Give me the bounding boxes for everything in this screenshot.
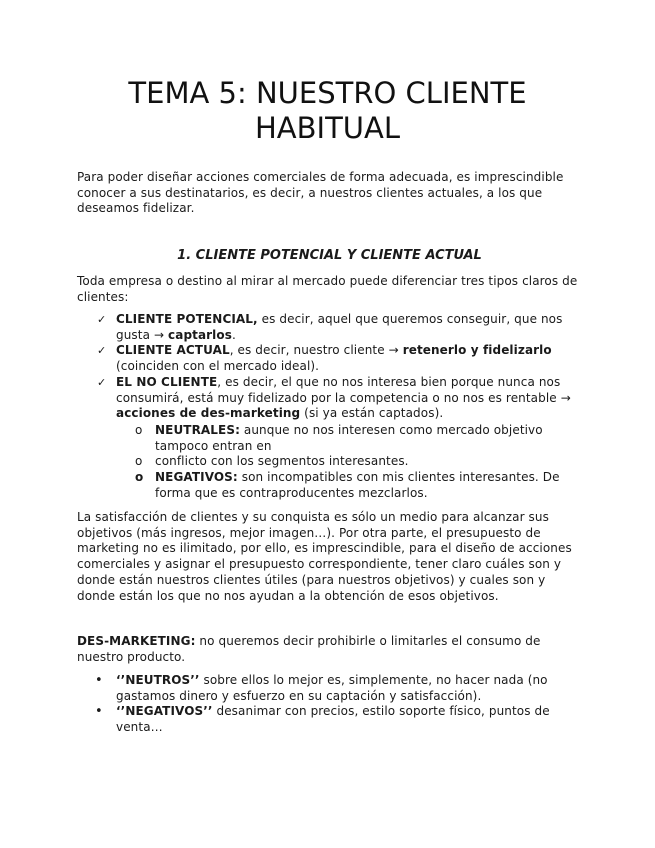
list-item [77,312,582,343]
list-item [77,704,582,735]
sub-item-text: conflicto con los segmentos interesantes. [155,454,409,469]
desmarketing-text: no queremos decir prohibirle o limitarles el consumo de nuestro producto. [77,634,541,664]
item-text: es decir, aquel que queremos conseguir, que nos gusta → [116,312,563,342]
checkmark-icon: ✓ [97,344,107,358]
checkmark-icon: ✓ [97,375,107,389]
list-item [77,673,582,704]
closing-paragraph: La satisfacción de clientes y su conquista es sólo un medio para alcanzar sus objetivos (más ingresos, mejor imagen…). Por otra parte, el presupuesto de marketing no es ilimitado, por ello, es imprescindible, para el diseño de acciones comerciales y asignar el presupuesto correspondiente, tener claro cuáles son y donde están nuestros clientes útiles (para nuestros objetivos) y cuales son y donde están los que no nos ayudan a la obtención de esos objetivos. [77,510,572,603]
sub-item-text: son incompatibles con mis clientes interesantes. De forma que es contraproducentes mezclarlos. [155,470,560,500]
bullet-icon: • [95,673,103,688]
circle-bullet-icon: o [135,422,143,437]
sub-item-text: aunque no nos interesen como mercado objetivo tampoco entran en [155,422,543,453]
checkmark-icon: ✓ [97,313,107,326]
list-item [77,343,582,374]
intro-paragraph: Para poder diseñar acciones comerciales de forma adecuada, es imprescindible conocer a sus destinatarios, es decir, a nuestros clientes actuales, a los que deseamos fidelizar. [77,170,564,216]
list-item [77,375,582,502]
section-lead: Toda empresa o destino al mirar al mercado puede diferenciar tres tipos claros de clientes: [77,274,578,304]
item-bold-2: captarlos [168,327,232,342]
sub-list-item [116,454,582,470]
client-type-list [77,312,582,501]
sub-item-bold: NEUTRALES: [155,422,240,437]
item-bold: CLIENTE POTENCIAL, [116,312,258,326]
bullet-icon: • [95,704,103,720]
desmarketing-label: DES-MARKETING: [77,634,196,648]
bullet-text: sobre ellos lo mejor es, simplemente, no hacer nada (no gastamos dinero y esfuerzo en su captación y satisfacción). [116,673,548,703]
sub-list [116,423,582,502]
circle-bullet-icon: o [135,454,143,469]
sub-item-bold: NEGATIVOS: [155,470,238,485]
item-text-2: . [231,327,236,342]
desmarketing-paragraph [77,634,582,665]
item-bold: CLIENTE ACTUAL [116,343,230,358]
page-title: TEMA 5: NUESTRO CLIENTE HABITUAL [128,76,527,145]
item-bold-2: retenerlo y fidelizarlo [402,343,552,358]
sub-list-item [116,470,582,501]
section-heading: 1. CLIENTE POTENCIAL Y CLIENTE ACTUAL [177,248,482,263]
bullet-text: desanimar con precios, estilo soporte físico, puntos de venta… [116,704,550,735]
item-text-2: (si ya están captados). [300,406,444,421]
sub-list-item [116,423,582,454]
bullet-bold: ‘’NEGATIVOS’’ [116,704,213,719]
item-bold-2: acciones de des-marketing [116,406,301,421]
circle-bullet-icon: o [135,470,144,485]
desmarketing-list [77,673,582,736]
item-text: , es decir, nuestro cliente → [229,343,403,358]
item-bold: EL NO CLIENTE [116,374,218,389]
item-text: , es decir, el que no nos interesa bien porque nunca nos consumirá, está muy fidelizado por la competencia o no nos es rentable → [116,374,571,405]
bullet-bold: ‘’NEUTROS’’ [116,673,200,687]
item-text-2: (coinciden con el mercado ideal). [116,359,320,374]
